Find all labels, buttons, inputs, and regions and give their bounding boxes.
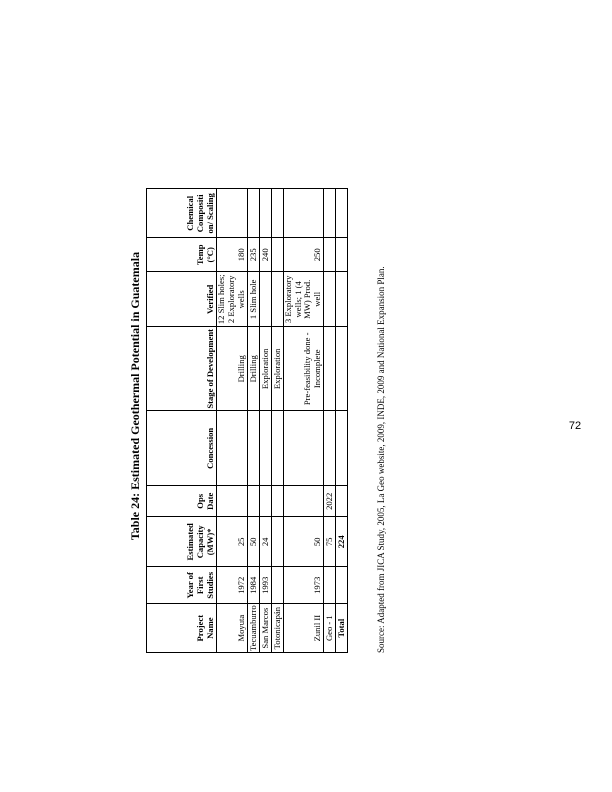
cell-year	[271, 567, 283, 604]
cell-concession	[259, 411, 271, 486]
cell-concession	[283, 411, 324, 486]
cell-temp: 240	[259, 238, 271, 272]
source-note: Source: Adapted from JICA Study, 2005, La Geo website, 2009, INDE, 2009 and National Expansion Plan.	[376, 266, 386, 653]
cell-stage	[324, 327, 336, 411]
cell-verified: 1 Slim hole	[247, 272, 259, 327]
total-capacity: 224	[336, 517, 348, 567]
header-chemical: Chemical Compositi on/ Scaling	[147, 189, 217, 238]
cell-verified	[271, 272, 283, 327]
cell-capacity: 50	[247, 517, 259, 567]
cell-temp	[271, 238, 283, 272]
cell-verified: 3 Exploratory wells; 1 (4 MW) Prod. well	[283, 272, 324, 327]
table-row	[271, 189, 283, 653]
cell-temp: 235	[247, 238, 259, 272]
cell-ops-date	[247, 486, 259, 517]
cell-ops-date	[271, 486, 283, 517]
total-row	[336, 189, 348, 653]
header-temp: Temp (°C)	[147, 238, 217, 272]
header-verified: Verified	[147, 272, 217, 327]
cell-chemical	[324, 189, 336, 238]
cell-chemical	[283, 189, 324, 238]
cell-year: 1973	[283, 567, 324, 604]
cell-stage: Pre-feasibility done - Incomplete	[283, 327, 324, 411]
cell-chemical	[271, 189, 283, 238]
table-row	[217, 189, 248, 653]
header-project: Project Name	[147, 604, 217, 653]
cell-concession	[217, 411, 248, 486]
table-row	[324, 189, 336, 653]
table-row	[259, 189, 271, 653]
cell-project: Geo - 1	[324, 604, 336, 653]
cell-ops-date: 2022	[324, 486, 336, 517]
cell-verified	[259, 272, 271, 327]
table-row	[247, 189, 259, 653]
cell-stage: Drilling	[217, 327, 248, 411]
cell-capacity: 75	[324, 517, 336, 567]
cell-temp: 250	[283, 238, 324, 272]
geothermal-table	[146, 188, 348, 653]
cell-ops-date	[283, 486, 324, 517]
cell-stage: Exploration	[259, 327, 271, 411]
cell-stage: Exploration	[271, 327, 283, 411]
header-concession: Concession	[147, 411, 217, 486]
cell-project: San Marcos	[259, 604, 271, 653]
cell-chemical	[259, 189, 271, 238]
header-ops-date: Ops Date	[147, 486, 217, 517]
cell-concession	[247, 411, 259, 486]
cell-capacity	[271, 517, 283, 567]
cell-ops-date	[259, 486, 271, 517]
table-row	[283, 189, 324, 653]
header-row	[147, 189, 217, 653]
cell-verified: 12 Slim holes; 2 Exploratory wells	[217, 272, 248, 327]
cell-year: 1984	[247, 567, 259, 604]
cell-project: Tecuamburro	[247, 605, 258, 651]
header-capacity: Estimated Capacity (MW)*	[147, 517, 217, 567]
cell-ops-date	[217, 486, 248, 517]
cell-project: Zunil II	[283, 604, 324, 653]
cell-year: 1972	[217, 567, 248, 604]
cell-temp: 180	[217, 238, 248, 272]
cell-year	[324, 567, 336, 604]
cell-year: 1993	[259, 567, 271, 604]
table-title: Table 24: Estimated Geothermal Potential in Guatemala	[128, 251, 142, 541]
cell-project: Totonicapán	[271, 604, 283, 653]
cell-chemical	[217, 189, 248, 238]
cell-project: Moyuta	[217, 604, 248, 653]
cell-concession	[324, 411, 336, 486]
cell-verified	[324, 272, 336, 327]
cell-capacity: 25	[217, 517, 248, 567]
header-stage: Stage of Development	[147, 327, 217, 411]
header-year: Year of First Studies	[147, 567, 217, 604]
cell-temp	[324, 238, 336, 272]
cell-concession	[271, 411, 283, 486]
cell-capacity: 24	[259, 517, 271, 567]
cell-stage: Drilling	[247, 327, 259, 411]
total-label: Total	[336, 604, 348, 653]
cell-capacity: 50	[283, 517, 324, 567]
page-number: 72	[568, 420, 582, 432]
cell-chemical	[247, 189, 259, 238]
